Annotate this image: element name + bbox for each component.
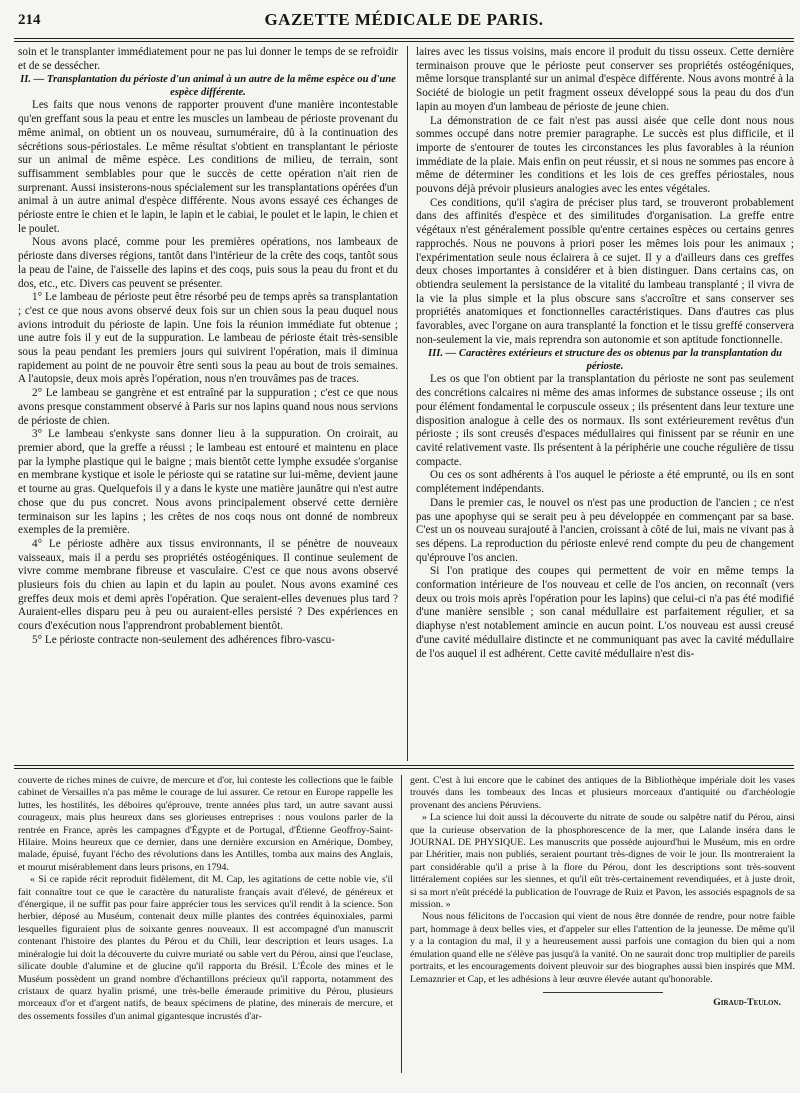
- feuilleton-rule: [14, 765, 794, 766]
- paragraph: Nous avons placé, comme pour les premières opérations, nos lambeaux de périoste dans diverses régions, tantôt dans l'intérieur de la crête des coqs, tantôt sous la peau de l'aine, de l'aisselle des lapins et des coqs, puis sous la peau du front et du dos, etc., etc. Divers cas peuvent se présenter.: [18, 236, 398, 290]
- page-number: 214: [18, 12, 41, 28]
- paragraph: Dans le premier cas, le nouvel os n'est pas une production de l'ancien ; ce n'est pas une apophyse qui se serait peu à peu développée en commençant par sa base. C'est un os nouveau surajouté à l'ancien, croissant à côté de lui, mais ne vivant pas à ses dépens. La reproduction du périoste enlevé rend compte du peu de changement qu'éprouve l'os ancien.: [416, 496, 794, 564]
- section-title: III. — Caractères extérieurs et structure des os obtenus par la transplantation du périoste.: [427, 348, 783, 373]
- header-rule-thin: [14, 41, 794, 42]
- feuilleton-column-right: [410, 775, 795, 1075]
- paragraph: 1° Le lambeau de périoste peut être résorbé peu de temps après sa transplantation ; c'est ce que nous avons observé deux fois sur un chien sous la peau duquel nous avions introduit du périoste de lapin. Une fois la réunion immédiate fut obtenue ; une autre fois il y eut de la suppuration. Le lambeau de périoste était très-sensible sous la peau pendant les premiers jours qui suivirent l'opération, mais il diminua rapidement au point de ne pouvoir être senti sous la peau au bout de trois semaines. A l'autopsie, deux mois après l'opération, nous n'en trouvâmes pas de traces.: [18, 291, 398, 386]
- feuilleton-divider: [401, 775, 402, 1073]
- feuilleton-paragraph: gent. C'est à lui encore que le cabinet des antiques de la Bibliothèque impériale doit les vases trouvés dans les tombeaux des Incas et plusieurs morceaux d'antiquité ou d'archéologie provenant des anciens Péruviens.: [410, 775, 795, 811]
- main-column-right: [416, 46, 794, 761]
- feuilleton-column-left: [18, 775, 393, 1075]
- section-title: II. — Transplantation du périoste d'un animal à un autre de la même espèce ou d'une espèce différente.: [20, 74, 396, 99]
- feuilleton-rule-second: [14, 768, 794, 769]
- feuilleton-paragraph: » La science lui doit aussi la découverte du nitrate de soude ou salpêtre natif du Pérou, ainsi que la curieuse observation de la phosphorescence de la mer, que Lalande inséra dans le JOURNAL DE PHYSIQUE. Les manuscrits que possède aujourd'hui le Muséum, mis en ordre par Lhéritier, mais non publiés, seraient pourtant très-dignes de voir le jour. Ils montreraient la part considérable qu'il a prise à la flore du Pérou, dont les descriptions sont très-souvent littéralement copiées sur les siennes, et qu'il eût très-certainement revendiquées, et à juste droit, si sa mort n'eût précédé la publication de l'ouvrage de Ruiz et Pavon, les associés espagnols de sa mission. »: [410, 812, 795, 911]
- journal-title: GAZETTE MÉDICALE DE PARIS.: [264, 10, 544, 29]
- header-rule: [14, 38, 794, 39]
- signature-rule: [543, 992, 663, 993]
- paragraph: laires avec les tissus voisins, mais encore il produit du tissu osseux. Cette dernière terminaison prouve que le périoste peut conserver ses propriétés ostéogéniques, même lorsque transplanté sur un animal d'espèce différente. Nous avons montré à la Société de biologie un petit fragment osseux développé sous la peau du dos d'un lapin au moyen d'un lambeau de périoste de jeune chien.: [416, 46, 794, 113]
- paragraph: 5° Le périoste contracte non-seulement des adhérences fibro-vascu-: [32, 633, 335, 646]
- main-column-left: [18, 46, 398, 761]
- page-header: [14, 8, 794, 34]
- paragraph: Ou ces os sont adhérents à l'os auquel le périoste a été emprunté, ou ils en sont complétement indépendants.: [416, 469, 794, 496]
- intro-paragraph: soin et le transplanter immédiatement pour ne pas lui donner le temps de se refroidir et de se dessécher.: [18, 46, 398, 72]
- feuilleton-paragraph: couverte de riches mines de cuivre, de mercure et d'or, lui conteste les collections que le faible cabinet de Versailles n'a pas même le courage de lui assurer. Ce retour en Europe rappelle les luttes, les hostilités, les déboires qu'éprouve, trente années plus tard, un autre savant aussi courageux, mais plus heureux dans ses glorieuses entreprises : nous voulons parler de la rentrée en France, après les campagnes d'Égypte et de Portugal, d'Étienne Geoffroy-Saint-Hilaire. Moins heureux que ce dernier, dans une dernière excursion en Amérique, Dombey, malade, épuisé, fuyant l'écho des révolutions dans les Antilles, tomba aux mains des Anglais, et mourut misérablement dans leurs prisons, en 1794.: [18, 775, 393, 873]
- paragraph: Si l'on pratique des coupes qui permettent de voir en même temps la conformation intérieure de l'os nouveau et celle de l'os ancien, on reconnaît (vers deux ou trois mois après l'opération pour les lapins) que celui-ci n'a pas été modifié d'une manière sensible ; son canal médullaire est parfaitement régulier, et sa diaphyse n'est notablement amincie en aucun point. L'os nouveau est aussi creusé d'une cavité médullaire distincte et ne communiquant pas avec la cavité médullaire de l'os auquel il est adhérent. Cette cavité médullaire n'est dis-: [416, 565, 794, 660]
- author-signature: Giraud-Teulon.: [713, 996, 781, 1008]
- paragraph: Les os que l'on obtient par la transplantation du périoste ne sont pas seulement des concrétions calcaires ni même des amas informes de substance osseuse ; ils ont pour élément fondamental le corpuscule osseux ; ils présentent dans leur texture une disposition analogue à celle des os normaux. Ils sont extérieurement revêtus d'un périoste ; ils sont creusés d'espaces médullaires qui finissent par se réunir en une cavité relativement vaste. Ils présentent à la périphérie une couche régulière de tissu compacte.: [416, 373, 794, 468]
- paragraph: 3° Le lambeau s'enkyste sans donner lieu à la suppuration. On croirait, au premier abord, que la greffe a réussi ; le lambeau est entouré et maintenu en place par la lymphe plastique qui le baigne ; mais bientôt cette lymphe exsudée s'organise en membrane kystique et isole le périoste qui se ratatine sur lui-même, devient jaune et tourne au gras. Quelquefois il y a dans le kyste une matière jaunâtre qui n'est autre chose que du pus concret. Nous avons principalement observé cette dernière terminaison sur les lapins ; les crêtes de nos coqs nous ont donné de nombreux exemples de la première.: [18, 428, 398, 537]
- paragraph: Les faits que nous venons de rapporter prouvent d'une manière incontestable qu'en greffant sous la peau et entre les muscles un lambeau de périoste provenant du même animal, on obtient un os nouveau, surnuméraire, dû à la continuation des sécrétions sous-périostales. Le même résultat s'obtient en transplantant le périoste sur un animal de même espèce. Les conditions de milieu, de terrain, sont suffisamment semblables pour que le succès de cette opération n'ait rien de surprenant. Aussi insisterons-nous spécialement sur les transplantations opérées d'un animal à un autre animal d'espèce différente. Nous avons essayé ces échanges de périoste entre le chien et le lapin, le lapin et le cabiai, le poulet et le lapin, le chien et le poulet.: [18, 99, 398, 235]
- paragraph: La démonstration de ce fait n'est pas aussi aisée que celle dont nous nous sommes occupé dans notre premier paragraphe. Le succès est plus difficile, et il importe de s'entourer de toutes les circonstances les plus favorables à la réunion immédiate de la plaie. Mais enfin on peut réussir, et si nous ne sommes pas encore à même de déterminer les conditions et les lois de ces greffes périostales, nous pouvons déjà prévoir plusieurs analogies avec les entes végétales.: [416, 114, 794, 196]
- feuilleton-paragraph: « Si ce rapide récit reproduit fidèlement, dit M. Cap, les agitations de cette noble vie, s'il fait connaître tout ce que le caractère du naturaliste français avait d'élevé, de généreux et d'énergique, il ne suffit pas pour faire apprécier tous les services qu'il rendit à la science. Son herbier, déposé au Muséum, contenait deux mille plantes des contrées équinoxiales, parmi lesquelles figuraient plus de soixante genres nouveaux. Il est accompagné d'un manuscrit contenant l'histoire des plantes du Pérou et du Chili, leur description et leurs usages. La minéralogie lui doit la découverte du cuivre muriaté ou sable vert du Pérou, ainsi que l'euclase, silicate double d'alumine et de glucine qu'il rapporta du Brésil. L'École des mines et le Muséum possèdent un grand nombre d'échantillons précieux qu'il rapporta, notamment des cristaux de quarz hyalin prismé, une très-belle émeraude primitive du Pérou, plusieurs morceaux d'or et d'argent natifs, de beaux spécimens de platine, des minerais de mercure, et des ossements fossiles d'un animal gigantesque incrustés d'ar-: [18, 874, 393, 1022]
- paragraph: Ces conditions, qu'il s'agira de préciser plus tard, se trouveront probablement dans des affinités d'espèce et des similitudes d'organisation. La greffe entre végétaux n'est généralement possible qu'entre certaines espèces ou certains genres rapprochés. Nous ne pouvons à priori poser les mêmes lois pour les animaux ; l'expérimentation seule nous éclairera à ce sujet. Il y a d'ailleurs dans ces greffes deux choses importantes à considérer et à bien distinguer. Dans certains cas, on obtiendra seulement la persistance de la vitalité du lambeau transplanté ; il vivra de la vie la plus simple et la plus obscure sans s'accroître et sans conserver ses propriétés anatomiques et fonctionnelles caractéristiques. Dans d'autres cas plus favorables, avec l'organe on aura transplanté la fonction et le tissu greffé conservera non-seulement la vie, mais reprendra son autonomie et son aptitude fonctionnelle.: [416, 196, 794, 346]
- feuilleton-paragraph: Nous nous félicitons de l'occasion qui vient de nous être donnée de rendre, pour notre faible part, hommage à deux belles vies, et d'appeler sur elles l'attention de la jeunesse. De même qu'il y a la contagion du mal, il y a heureusement aussi parfois une contagion du bien qui a nom émulation quand elle ne s'élève pas jusqu'à la vanité. On ne saurait donc trop multiplier de pareils portraits, et les encouragements doivent pleuvoir sur des biographes aussi bien inspirés que MM. Lemaznrier et Cap, et les adhésions à leur œuvre élevée autant qu'honorable.: [410, 911, 795, 985]
- paragraph: 4° Le périoste adhère aux tissus environnants, il se pénètre de nouveaux vaisseaux, mais il a perdu ses propriétés ostéogéniques. Il continue seulement de vivre comme membrane fibreuse et vasculaire. C'est ce que nous avons observé plusieurs fois du chien au lapin et du lapin au poulet. Nous avons examiné ces greffes deux mois et demi après l'opération. Que seraient-elles devenues plus tard ? Auraient-elles disparu peu à peu ou auraient-elles persisté ? Des expériences en cours d'exécution nous l'apprendront probablement bientôt.: [18, 537, 398, 633]
- paragraph: 2° Le lambeau se gangrène et est entraîné par la suppuration ; c'est ce que nous avons presque constamment observé à Paris sur nos lapins quand nous nous servions de périoste de chien.: [18, 387, 398, 427]
- column-divider: [407, 46, 408, 761]
